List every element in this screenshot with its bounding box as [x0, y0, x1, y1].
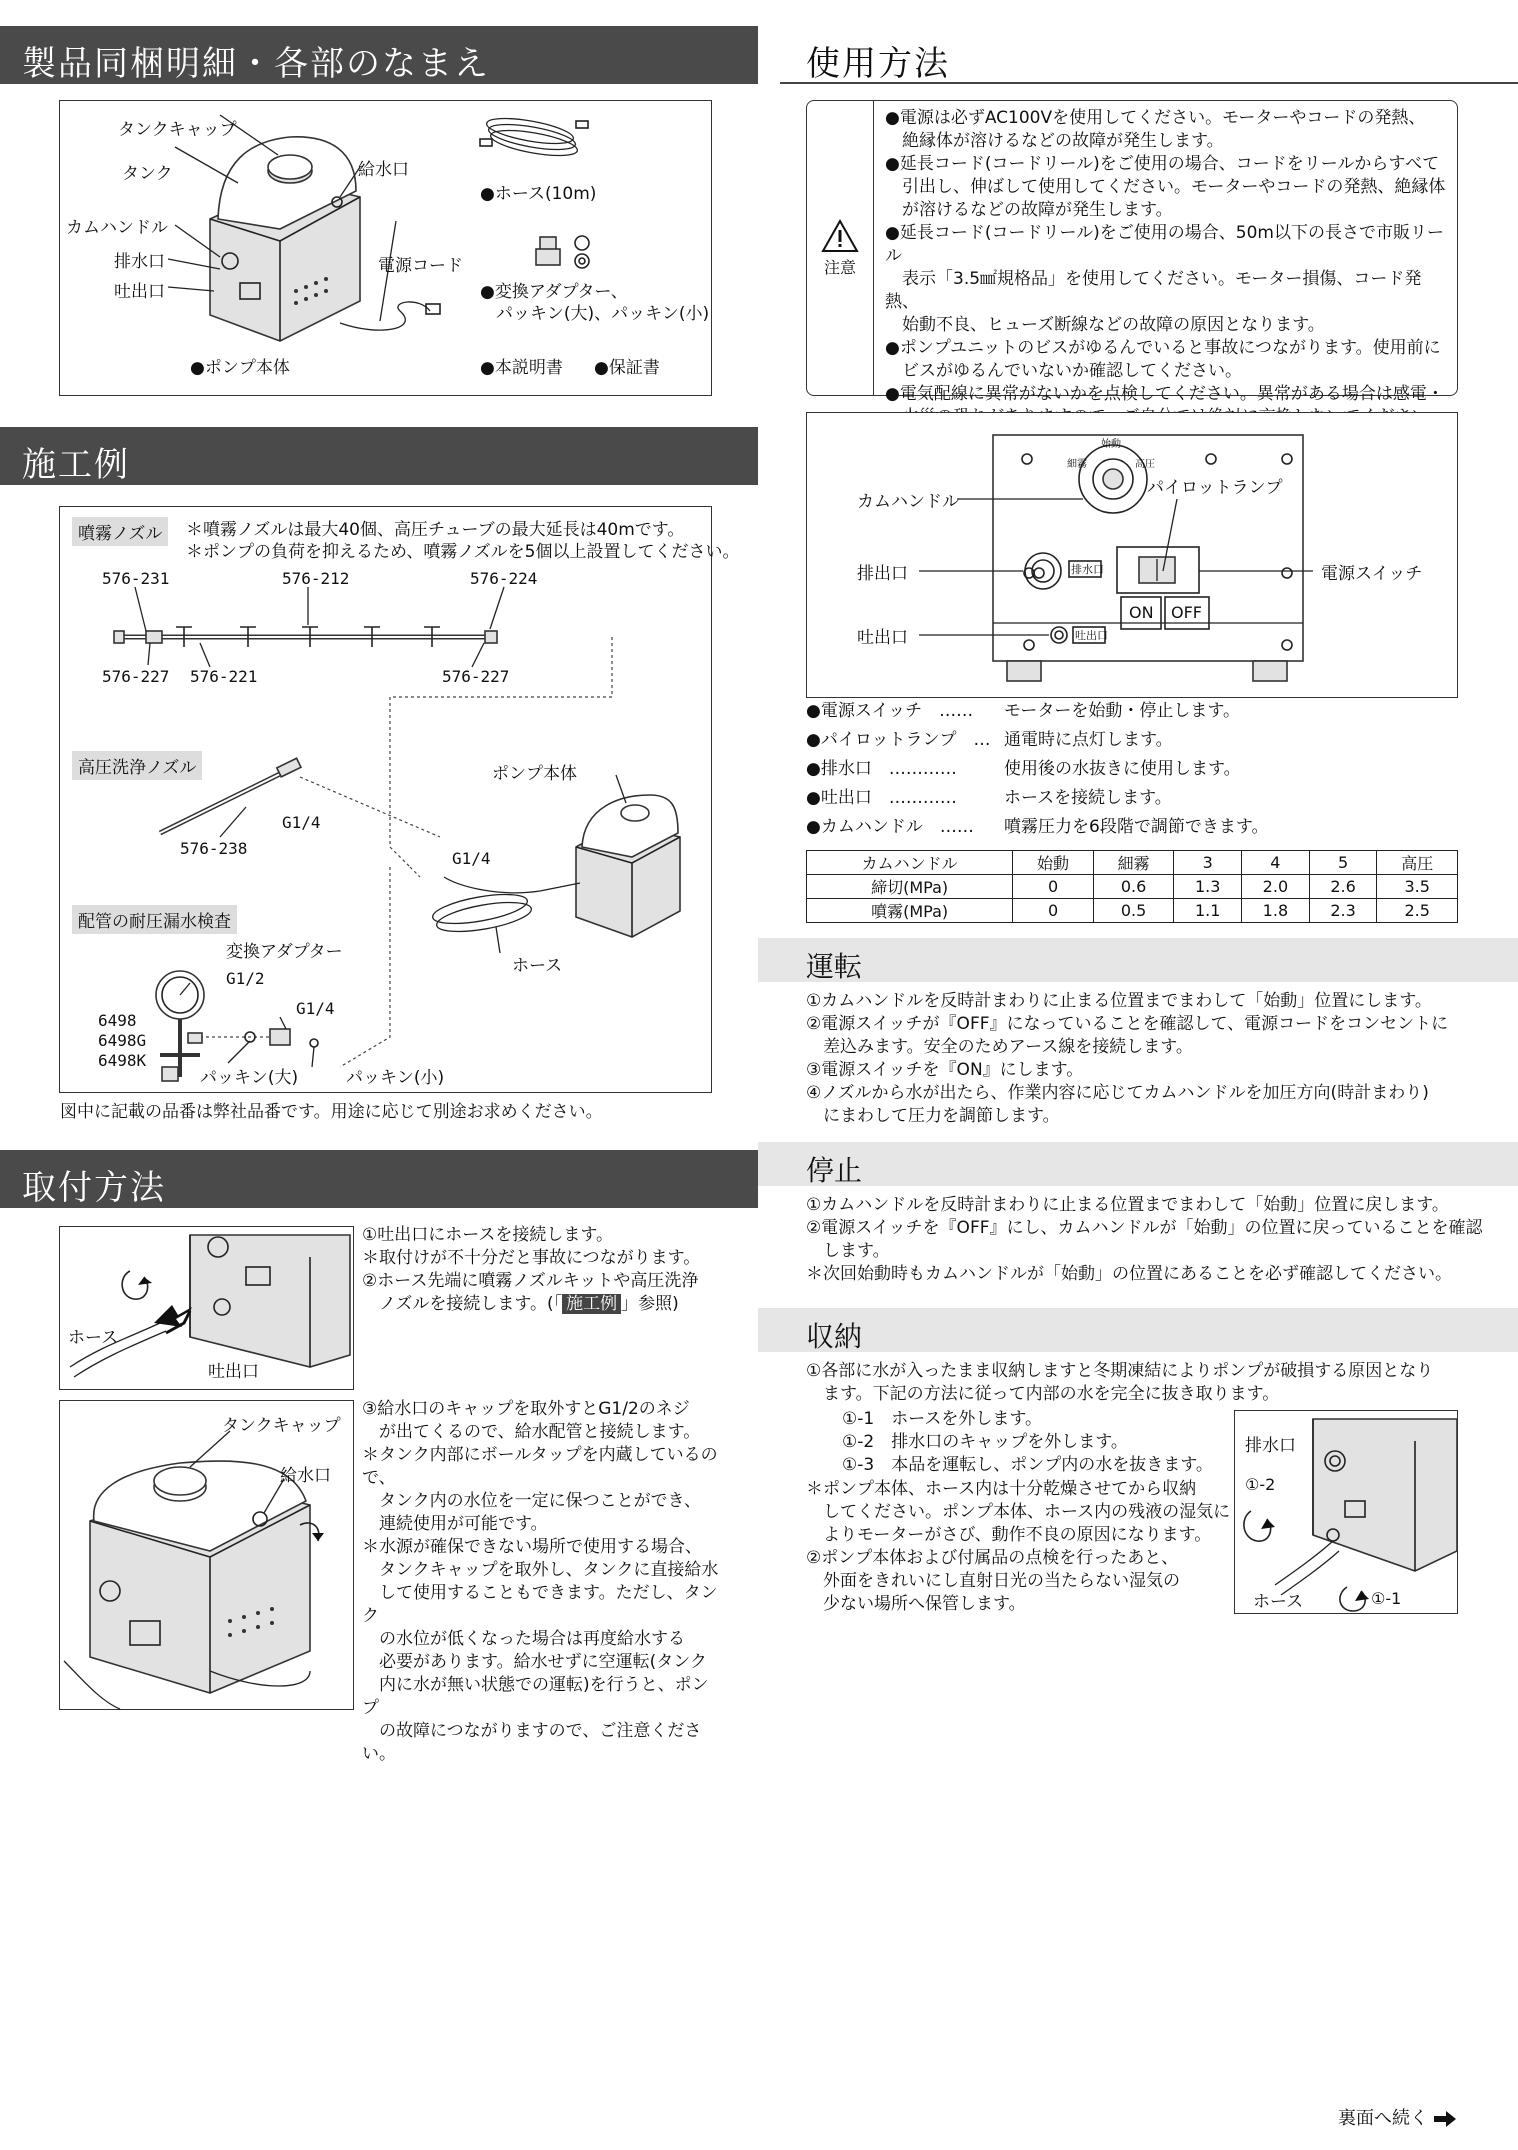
legend-desc: モーターを始動・停止します。	[1004, 701, 1240, 721]
operation-step: 差込みます。安全のためアース線を接続します。	[806, 1037, 1193, 1057]
legend-desc: 使用後の水抜きに使用します。	[1004, 759, 1241, 779]
operation-steps	[806, 990, 1486, 1128]
legend-key: ●排水口 …………	[806, 759, 957, 779]
part-576-224: 576-224	[470, 569, 538, 588]
section-title: 収納	[806, 1320, 863, 1353]
dial-label-high: 高圧	[1135, 459, 1155, 470]
footer-text: 裏面へ続く	[1338, 2108, 1428, 2129]
table-header-cell: 高圧	[1377, 851, 1458, 875]
label-power-cord: 電源コード	[378, 256, 463, 276]
mount-step-1: ①吐出口にホースを接続します。	[362, 1225, 614, 1245]
legend-key: ●パイロットランプ …	[806, 730, 991, 750]
table-cell: 1.1	[1174, 899, 1242, 923]
part-6498g: 6498G	[98, 1031, 147, 1050]
table-row	[807, 899, 1458, 923]
mounting-figure-2	[59, 1400, 354, 1710]
part-576-238: 576-238	[180, 839, 248, 858]
mount-note-3-cont: タンクキャップを取外し、タンクに直接給水	[362, 1560, 719, 1580]
note-mist-1: ＊噴霧ノズルは最大40個、高圧チューブの最大延長は40mです。	[186, 520, 685, 540]
table-cell: 2.0	[1242, 875, 1310, 899]
operation-step: ③電源スイッチを『ON』にします。	[806, 1060, 1084, 1080]
part-576-231: 576-231	[102, 569, 170, 588]
caution-item: ビスがゆるんでいないか確認してください。	[885, 361, 1242, 381]
label-cam-handle: カムハンドル	[66, 218, 168, 238]
caution-box	[806, 100, 1458, 404]
storage-step: ①各部に水が入ったまま収納しますと冬期凍結によりポンプが破損する原因となり	[806, 1361, 1434, 1381]
tag-mist-nozzle: 噴霧ノズル	[72, 517, 168, 546]
operation-step: ④ノズルから水が出たら、作業内容に応じてカムハンドルを加圧方向(時計まわり)	[806, 1083, 1429, 1103]
stop-step: ＊次回始動時もカムハンドルが「始動」の位置にあることを必ず確認してください。	[806, 1264, 1452, 1284]
section-header-contents	[0, 26, 758, 84]
table-cell: 3.5	[1377, 875, 1458, 899]
section-header-operation	[758, 938, 1518, 982]
label-pump-body: ポンプ本体	[492, 764, 577, 784]
table-cell: 噴霧(MPa)	[807, 899, 1013, 923]
mount-label-tank-cap: タンクキャップ	[222, 1416, 341, 1436]
storage-intro	[806, 1360, 1486, 1406]
mount-step-2-cont	[362, 1293, 722, 1316]
caution-item: ●延長コード(コードリール)をご使用の場合、コードをリールからすべて	[885, 154, 1440, 174]
table-cell: 0.5	[1093, 899, 1174, 923]
storage-notes	[806, 1478, 1236, 1616]
storage-fig-drain: 排水口	[1245, 1436, 1296, 1456]
label-adapter: 変換アダプター	[226, 942, 343, 962]
mount-note-3: ＊水源が確保できない場所で使用する場合、	[362, 1537, 702, 1557]
install-example-box	[59, 506, 740, 1093]
label-g12: G1/2	[226, 969, 265, 988]
caution-item: ●電気配線に異常がないかを点検してください。異常がある場合は感電・	[885, 384, 1444, 404]
part-576-227-left: 576-227	[102, 667, 170, 686]
storage-substep: ①-3 本品を運転し、ポンプ内の水を抜きます。	[842, 1455, 1213, 1475]
switch-on-label: ON	[1129, 603, 1154, 622]
table-cell: 1.3	[1174, 875, 1242, 899]
panel-label-cam-handle: カムハンドル	[857, 492, 959, 512]
mount-note-3-cont: の故障につながりますので、ご注意ください。	[362, 1721, 702, 1764]
arrow-right-icon	[1434, 2111, 1456, 2127]
table-header-cell: カムハンドル	[807, 851, 1013, 875]
section-title: 取付方法	[22, 1168, 166, 1208]
caution-item: 引出し、伸ばして使用してください。モーターやコードの発熱、絶縁体	[885, 177, 1446, 197]
control-panel-figure	[806, 412, 1458, 698]
label-outlet: 吐出口	[114, 282, 165, 302]
mount-label-outlet: 吐出口	[208, 1362, 259, 1382]
section-header-storage	[758, 1308, 1518, 1352]
warning-icon	[821, 219, 859, 253]
item-hose: ●ホース(10m)	[480, 184, 597, 204]
table-row	[807, 875, 1458, 899]
panel-illustration	[807, 413, 1457, 697]
stop-step: ②電源スイッチを『OFF』にし、カムハンドルが「始動」の位置に戻っていることを確認	[806, 1218, 1483, 1238]
panel-label-pilot-lamp: パイロットランプ	[1147, 478, 1283, 498]
contents-box	[59, 100, 712, 396]
label-g14-adapter: G1/4	[296, 999, 335, 1018]
item-packing: パッキン(大)、パッキン(小)	[496, 304, 710, 324]
label-water-inlet: 給水口	[358, 160, 409, 180]
item-adapter: ●変換アダプター、	[480, 282, 628, 302]
storage-note: してください。ポンプ本体、ホース内の残液の湿気に	[806, 1502, 1231, 1522]
label-g14-hp: G1/4	[282, 813, 321, 832]
section-header-stop	[758, 1142, 1518, 1186]
section-title: 停止	[806, 1154, 863, 1187]
label-tank: タンク	[122, 164, 173, 184]
mount-note-3-cont: の水位が低くなった場合は再度給水する	[362, 1629, 685, 1649]
table-header-cell: 細霧	[1093, 851, 1174, 875]
storage-note: ②ポンプ本体および付属品の点検を行ったあと、	[806, 1548, 1179, 1568]
label-drain: 排水口	[114, 252, 165, 272]
storage-note: ＊ポンプ本体、ホース内は十分乾燥させてから収納	[806, 1479, 1197, 1499]
tank-inlet-illustration	[60, 1401, 352, 1709]
dial-label-start: 始動	[1101, 439, 1121, 450]
mount-step-2-end: 」参照)	[621, 1294, 679, 1314]
table-header-cell: 4	[1242, 851, 1310, 875]
part-576-221: 576-221	[190, 667, 258, 686]
dial-label-fine: 細霧	[1067, 459, 1087, 470]
panel-label-power-switch: 電源スイッチ	[1321, 564, 1423, 584]
item-pump-body: ●ポンプ本体	[190, 358, 290, 378]
table-header-cell: 始動	[1013, 851, 1094, 875]
part-576-227-right: 576-227	[442, 667, 510, 686]
table-cell: 1.8	[1242, 899, 1310, 923]
mounting-steps-1-2	[362, 1224, 722, 1316]
mount-note-2-cont: タンク内の水位を一定に保つことができ、	[362, 1491, 701, 1511]
section-header-usage	[780, 26, 1518, 84]
mount-note-1: ＊取付けが不十分だと事故につながります。	[362, 1248, 701, 1268]
section-title: 運転	[806, 950, 863, 983]
mount-note-3-cont: して使用することもできます。ただし、タンク	[362, 1583, 718, 1626]
table-cell: 0.6	[1093, 875, 1174, 899]
caution-item: 絶縁体が溶けるなどの故障が発生します。	[885, 131, 1224, 151]
mount-label-hose: ホース	[68, 1328, 119, 1348]
table-header-cell: 5	[1309, 851, 1377, 875]
section-title: 製品同梱明細・各部のなまえ	[22, 44, 490, 84]
storage-substep: ①-2 排水口のキャップを外します。	[842, 1432, 1128, 1452]
item-manual: ●本説明書	[480, 358, 563, 378]
mounting-figure-1	[59, 1226, 354, 1390]
switch-off-label: OFF	[1171, 603, 1202, 622]
label-g14-pump: G1/4	[452, 849, 491, 868]
legend-key: ●カムハンドル ……	[806, 817, 974, 837]
stop-step: ①カムハンドルを反時計まわりに止まる位置までまわして「始動」位置に戻します。	[806, 1195, 1449, 1215]
table-cell: 0	[1013, 875, 1094, 899]
mount-step-2-text: ノズルを接続します。(「	[362, 1294, 563, 1314]
mount-note-3-cont: 内に水が無い状態での運転)を行うと、ポンプ	[362, 1675, 709, 1718]
legend-desc: 噴霧圧力を6段階で調節できます。	[1004, 817, 1269, 837]
storage-substeps	[842, 1408, 1242, 1477]
storage-fig-hose: ホース	[1253, 1592, 1304, 1612]
caution-item: ●ポンプユニットのビスがゆるんでいると事故につながります。使用前に	[885, 338, 1441, 358]
stop-steps	[806, 1194, 1486, 1286]
tag-leak-test: 配管の耐圧漏水検査	[72, 905, 237, 934]
mount-step-3: ③給水口のキャップを取外すとG1/2のネジ	[362, 1399, 690, 1419]
caution-item: ●延長コード(コードリール)をご使用の場合、50m以下の長さで市販リール	[885, 223, 1444, 266]
legend-desc: 通電時に点灯します。	[1004, 730, 1173, 750]
tag-hp-nozzle: 高圧洗浄ノズル	[72, 751, 202, 780]
storage-step: ます。下記の方法に従って内部の水を完全に抜き取ります。	[806, 1384, 1280, 1404]
operation-step: にまわして圧力を調節します。	[806, 1106, 1060, 1126]
part-6498k: 6498K	[98, 1051, 147, 1070]
panel-label-drain: 排出口	[857, 564, 908, 584]
item-warranty: ●保証書	[594, 358, 660, 378]
caution-label: 注意	[824, 258, 857, 277]
mount-note-2: ＊タンク内部にボールタップを内蔵しているので、	[362, 1445, 718, 1488]
table-header-row	[807, 851, 1458, 875]
note-mist-2: ＊ポンプの負荷を抑えるため、噴霧ノズルを5個以上設置してください。	[186, 542, 740, 562]
section-header-mounting	[0, 1150, 758, 1208]
storage-figure	[1234, 1410, 1458, 1614]
storage-note: 外面をきれいにし直射日光の当たらない湿気の	[806, 1571, 1180, 1591]
table-cell: 2.5	[1377, 899, 1458, 923]
table-cell: 締切(MPa)	[807, 875, 1013, 899]
ref-install-example-tag: 施工例	[562, 1294, 621, 1314]
table-cell: 0	[1013, 899, 1094, 923]
outlet-hose-illustration	[60, 1227, 352, 1389]
panel-label-outlet: 吐出口	[857, 628, 908, 648]
section-title: 施工例	[22, 445, 130, 485]
legend-key: ●吐出口 …………	[806, 788, 957, 808]
legend-desc: ホースを接続します。	[1004, 788, 1172, 808]
mount-step-3-cont: が出てくるので、給水配管と接続します。	[362, 1422, 701, 1442]
caution-item: 表示「3.5㎟規格品」を使用してください。モーター損傷、コード発熱、	[885, 269, 1422, 312]
mounting-step-3	[362, 1398, 722, 1766]
section-header-install-example	[0, 427, 758, 485]
operation-step: ②電源スイッチが『OFF』になっていることを確認して、電源コードをコンセントに	[806, 1014, 1449, 1034]
mount-note-3-cont: 必要があります。給水せずに空運転(タンク	[362, 1652, 707, 1672]
caution-item: ●電源は必ずAC100Vを使用してください。モーターやコードの発熱、	[885, 108, 1426, 128]
caution-item: が溶けるなどの故障が発生します。	[885, 200, 1173, 220]
operation-step: ①カムハンドルを反時計まわりに止まる位置までまわして「始動」位置にします。	[806, 991, 1432, 1011]
pressure-table	[806, 850, 1458, 923]
storage-fig-step-1-1: ①-1	[1371, 1589, 1402, 1608]
mount-note-2-cont: 連続使用が可能です。	[362, 1514, 548, 1534]
table-header-cell: 3	[1174, 851, 1242, 875]
mount-step-2: ②ホース先端に噴霧ノズルキットや高圧洗浄	[362, 1271, 699, 1291]
part-number-footnote: 図中に記載の品番は弊社品番です。用途に応じて別途お求めください。	[60, 1102, 603, 1122]
caution-divider	[873, 101, 874, 395]
caution-list	[885, 107, 1455, 429]
storage-substep: ①-1 ホースを外します。	[842, 1409, 1042, 1429]
caution-item: 始動不良、ヒューズ断線などの故障の原因となります。	[885, 315, 1325, 335]
storage-note: よりモーターがさび、動作不良の原因になります。	[806, 1525, 1212, 1545]
label-hose: ホース	[512, 956, 563, 976]
table-cell: 2.6	[1309, 875, 1377, 899]
mount-label-inlet: 給水口	[280, 1466, 331, 1486]
part-576-212: 576-212	[282, 569, 350, 588]
stop-step: します。	[806, 1241, 890, 1261]
part-6498: 6498	[98, 1011, 137, 1030]
storage-fig-step-1-2: ①-2	[1245, 1475, 1276, 1494]
label-tank-cap: タンクキャップ	[118, 120, 237, 140]
label-packing-small: パッキン(小)	[346, 1068, 445, 1088]
section-title: 使用方法	[806, 44, 950, 84]
install-illustration	[60, 507, 710, 1092]
continued-on-back	[1338, 2104, 1456, 2130]
storage-note: 少ない場所へ保管します。	[806, 1594, 1026, 1614]
outlet-plate: 吐出口	[1075, 629, 1108, 642]
table-cell: 2.3	[1309, 899, 1377, 923]
drain-plate: 排水口	[1071, 563, 1104, 576]
legend-key: ●電源スイッチ ……	[806, 701, 974, 721]
label-packing-big: パッキン(大)	[200, 1068, 299, 1088]
